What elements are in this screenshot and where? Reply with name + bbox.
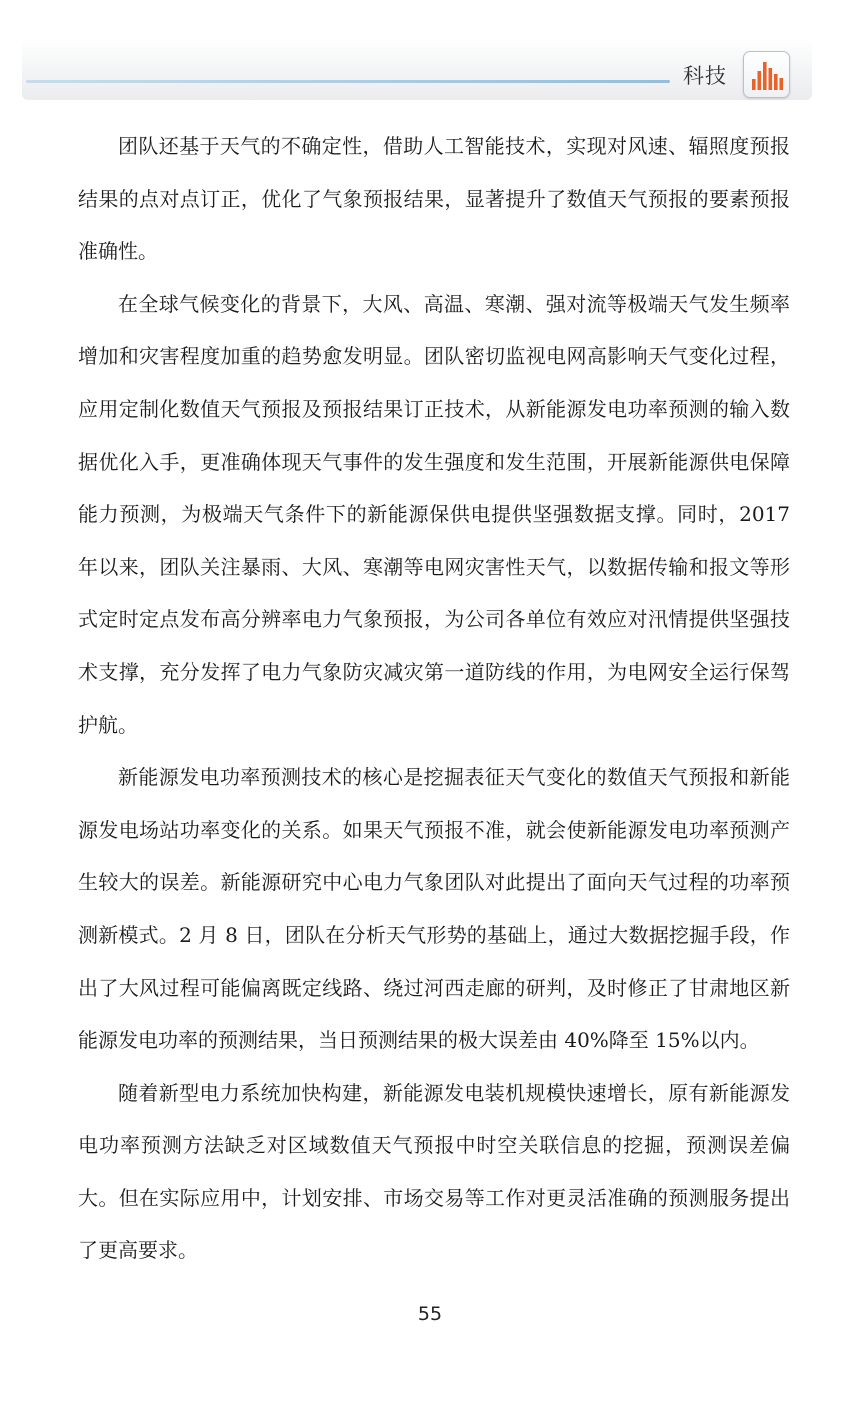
bar-chart-icon-graphic — [744, 52, 791, 99]
logo-bar — [780, 78, 784, 90]
page-header — [0, 0, 860, 110]
page-number: 55 — [417, 1303, 443, 1325]
header-rule — [26, 80, 670, 83]
paragraph: 随着新型电力系统加快构建，新能源发电装机规模快速增长，原有新能源发电功率预测方法缺乏对区域数值天气预报中时空关联信息的挖掘，预测误差偏大。但在实际应用中，计划安排、市场交易等工作对更灵活准确的预测服务提出了更高要求。 — [78, 1080, 790, 1263]
logo-bar — [763, 62, 767, 90]
article-body — [78, 120, 790, 1277]
paragraph: 在全球气候变化的背景下，大风、高温、寒潮、强对流等极端天气发生频率增加和灾害程度加重的趋势愈发明显。团队密切监视电网高影响天气变化过程，应用定制化数值天气预报及预报结果订正技术，从新能源发电功率预测的输入数据优化入手，更准确体现天气事件的发生强度和发生范围，开展新能源供电保障能力预测，为极端天气条件下的新能源保供电提供坚强数据支撑。同时，2017 年以来，团队关注暴雨、大风、寒潮等电网灾害性天气，以数据传输和报文等形式定时定点发布高分辨率电力气象预报，为公司各单位有效应对汛情提供坚强技术支撑，充分发挥了电力气象防灾减灾第一道防线的作用，为电网安全运行保驾护航。 — [78, 291, 790, 737]
bar-chart-icon — [743, 51, 790, 98]
paragraph: 团队还基于天气的不确定性，借助人工智能技术，实现对风速、辐照度预报结果的点对点订正，优化了气象预报结果，显著提升了数值天气预报的要素预报准确性。 — [78, 134, 790, 264]
logo-bar — [758, 71, 762, 90]
logo-bar — [774, 74, 778, 90]
logo-bar — [769, 68, 773, 90]
logo-bar — [752, 79, 756, 90]
paragraph: 新能源发电功率预测技术的核心是挖掘表征天气变化的数值天气预报和新能源发电场站功率变化的关系。如果天气预报不准，就会使新能源发电功率预测产生较大的误差。新能源研究中心电力气象团队对此提出了面向天气过程的功率预测新模式。2 月 8 日，团队在分析天气形势的基础上，通过大数据挖掘手段，作出了大风过程可能偏离既定线路、绕过河西走廊的研判，及时修正了甘肃地区新能源发电功率的预测结果，当日预测结果的极大误差由 40%降至 15%以内。 — [78, 765, 790, 1053]
section-label: 科技 — [683, 64, 727, 88]
